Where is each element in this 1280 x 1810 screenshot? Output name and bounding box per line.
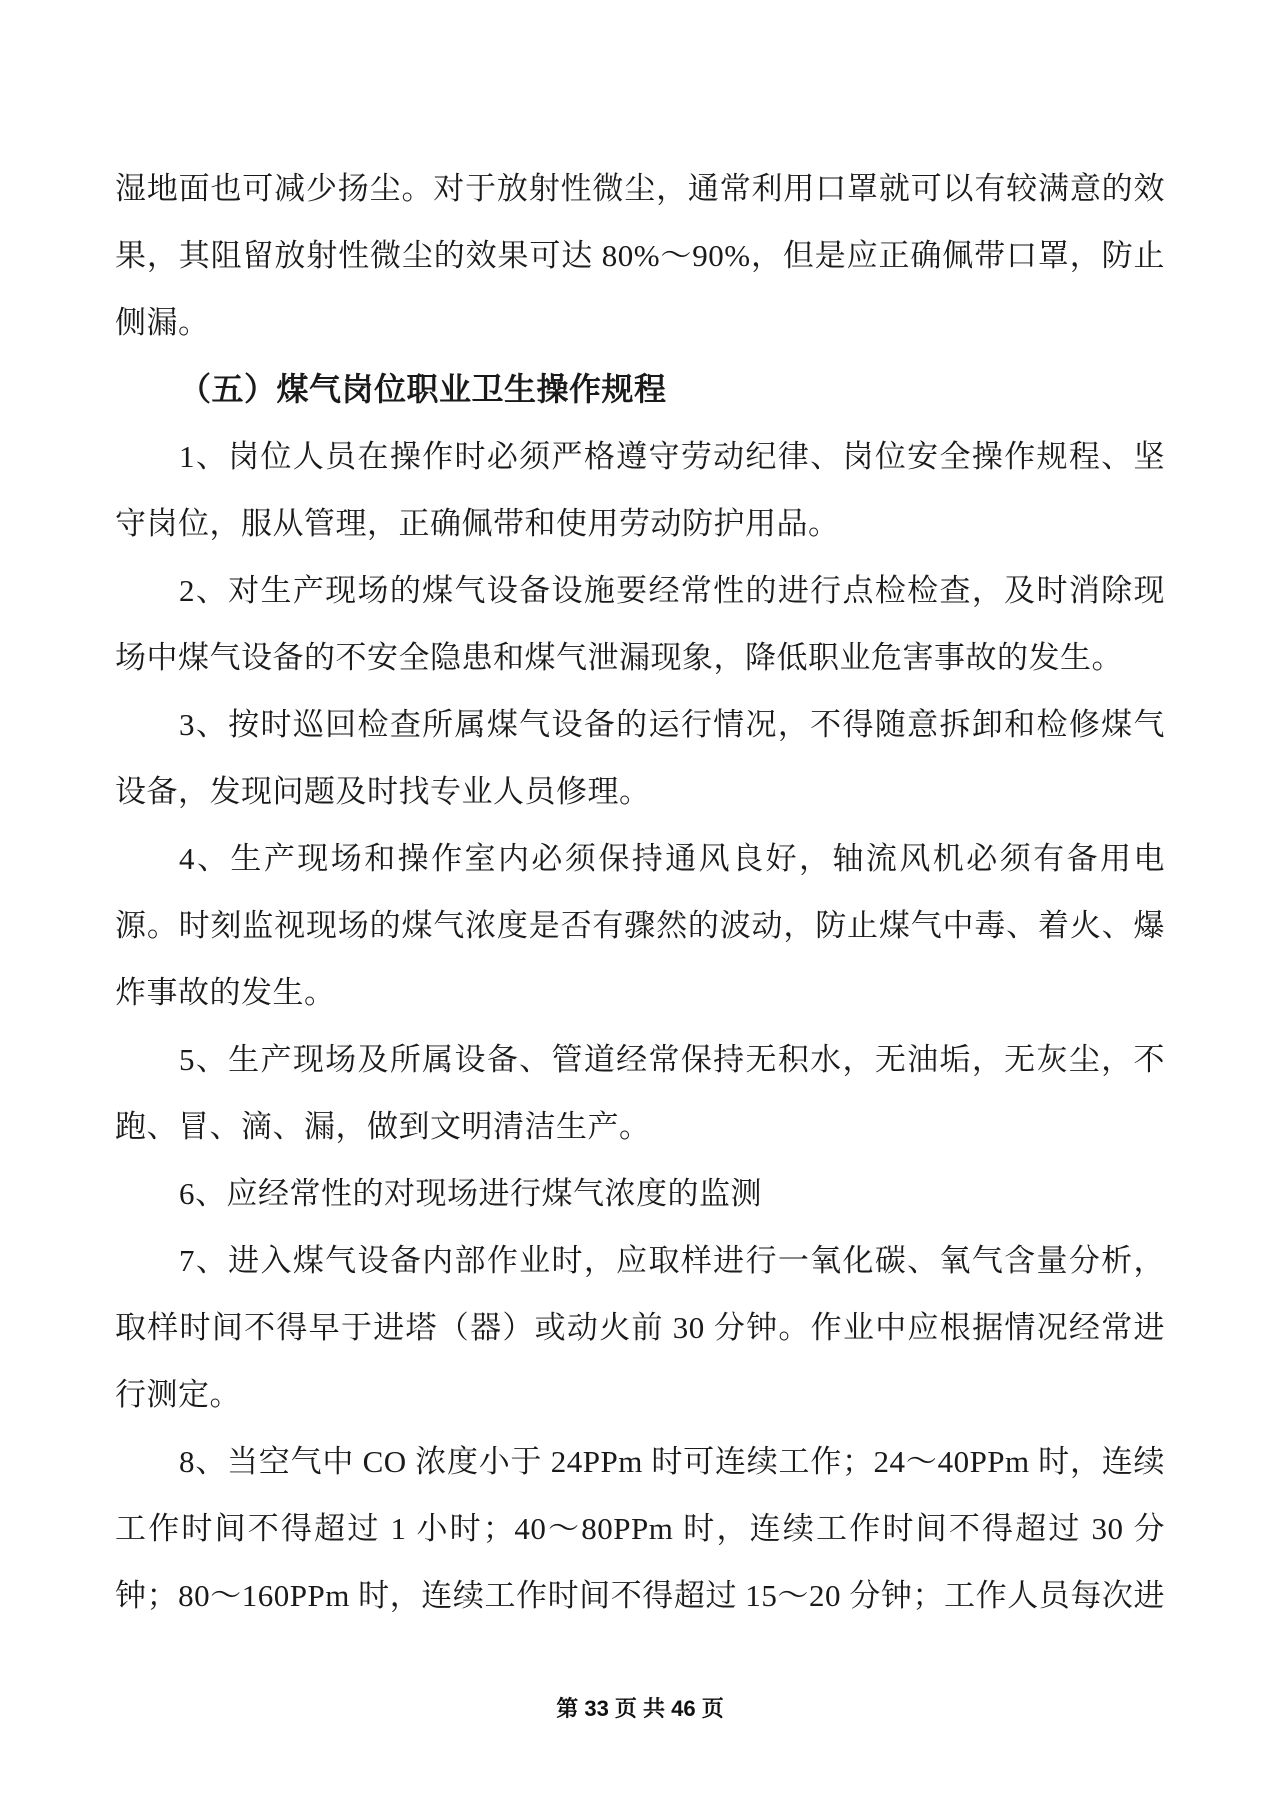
text-line: 钟；80～160PPm 时，连续工作时间不得超过 15～20 分钟；工作人员每次进 — [115, 1578, 1165, 1613]
text-line: 2、对生产现场的煤气设备设施要经常性的进行点检检查，及时消除现 — [179, 573, 1165, 608]
heading-text-line: （五）煤气岗位职业卫生操作规程 — [179, 371, 667, 407]
text-line: 设备，发现问题及时找专业人员修理。 — [115, 774, 651, 809]
text-line: 果，其阻留放射性微尘的效果可达 80%～90%，但是应正确佩带口罩，防止 — [115, 238, 1165, 273]
text-line: 守岗位，服从管理，正确佩带和使用劳动防护用品。 — [115, 506, 840, 541]
page-number-footer: 第 33 页 共 46 页 — [556, 1696, 724, 1721]
paragraph — [115, 1428, 1165, 1629]
text-line: 4、生产现场和操作室内必须保持通风良好，轴流风机必须有备用电 — [179, 841, 1165, 876]
paragraph — [115, 557, 1165, 691]
text-line: 炸事故的发生。 — [115, 975, 336, 1010]
text-line: 场中煤气设备的不安全隐患和煤气泄漏现象，降低职业危害事故的发生。 — [115, 640, 1123, 675]
text-line: 跑、冒、滴、漏，做到文明清洁生产。 — [115, 1109, 651, 1144]
paragraph — [115, 825, 1165, 1026]
paragraph — [115, 1227, 1165, 1428]
text-line: 取样时间不得早于进塔（器）或动火前 30 分钟。作业中应根据情况经常进 — [115, 1310, 1165, 1345]
text-line: 5、生产现场及所属设备、管道经常保持无积水，无油垢，无灰尘，不 — [179, 1042, 1165, 1077]
text-line: 8、当空气中 CO 浓度小于 24PPm 时可连续工作；24～40PPm 时，连续 — [179, 1444, 1165, 1479]
document-body — [115, 155, 1165, 1629]
text-line: 行测定。 — [115, 1377, 241, 1412]
paragraph — [115, 155, 1165, 356]
text-line: 3、按时巡回检查所属煤气设备的运行情况，不得随意拆卸和检修煤气 — [179, 707, 1165, 742]
text-line: 6、应经常性的对现场进行煤气浓度的监测 — [179, 1176, 762, 1211]
text-line: 源。时刻监视现场的煤气浓度是否有骤然的波动，防止煤气中毒、着火、爆 — [115, 908, 1165, 943]
text-line: 工作时间不得超过 1 小时；40～80PPm 时，连续工作时间不得超过 30 分 — [115, 1511, 1165, 1546]
paragraph — [115, 1026, 1165, 1160]
paragraph — [115, 1160, 1165, 1227]
text-line: 1、岗位人员在操作时必须严格遵守劳动纪律、岗位安全操作规程、坚 — [179, 439, 1165, 474]
paragraph — [115, 691, 1165, 825]
text-line: 湿地面也可减少扬尘。对于放射性微尘，通常利用口罩就可以有较满意的效 — [115, 171, 1165, 206]
text-line: 侧漏。 — [115, 305, 210, 340]
paragraph — [115, 423, 1165, 557]
section-heading — [115, 356, 1165, 423]
text-line: 7、进入煤气设备内部作业时，应取样进行一氧化碳、氧气含量分析， — [179, 1243, 1165, 1278]
